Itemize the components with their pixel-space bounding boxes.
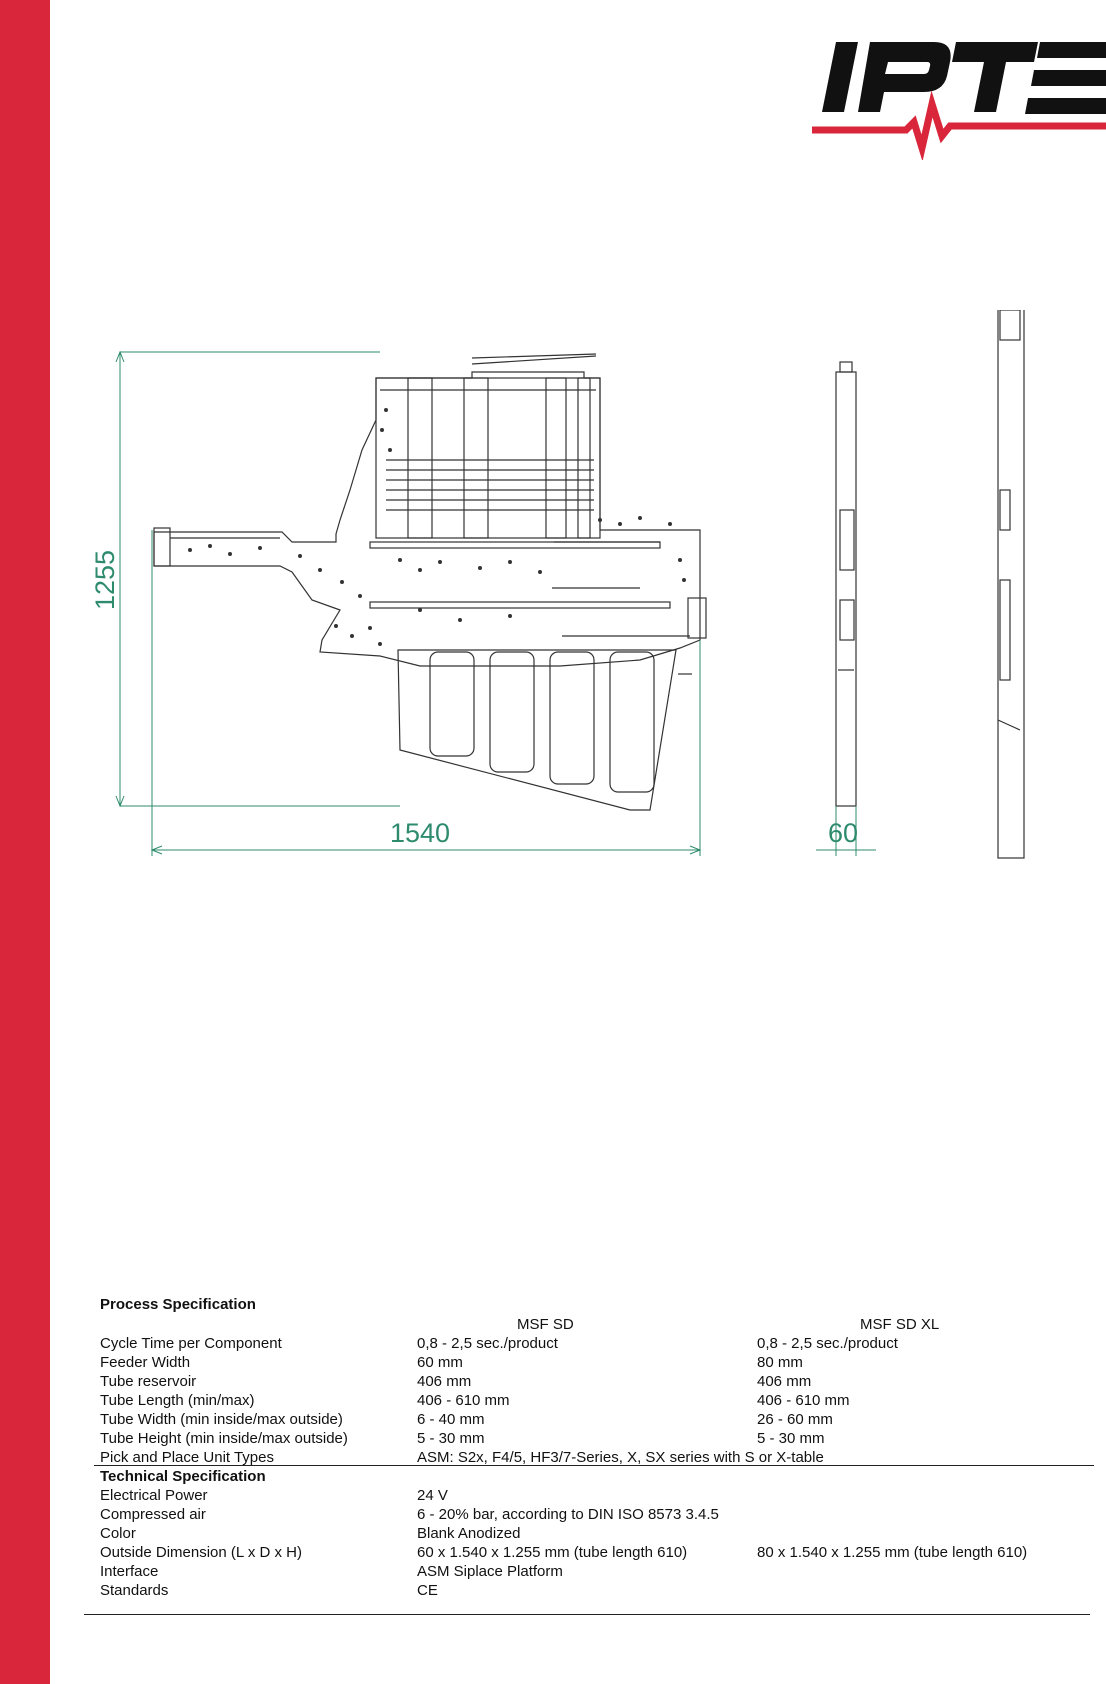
ipte-logo — [806, 30, 1106, 160]
dim-depth-label: 60 — [828, 818, 859, 848]
logo-text: IPTE — [806, 30, 809, 31]
technical-drawing — [80, 310, 1106, 930]
column-msf-sd-xl: MSF SD XL — [860, 1316, 940, 1333]
dim-height-label: 1255 — [90, 549, 120, 610]
red-side-band — [0, 0, 50, 1684]
section-divider — [94, 1465, 1094, 1466]
column-msf-sd: MSF SD — [517, 1316, 574, 1333]
bottom-divider — [84, 1614, 1090, 1615]
dim-width-label: 1540 — [390, 818, 451, 848]
